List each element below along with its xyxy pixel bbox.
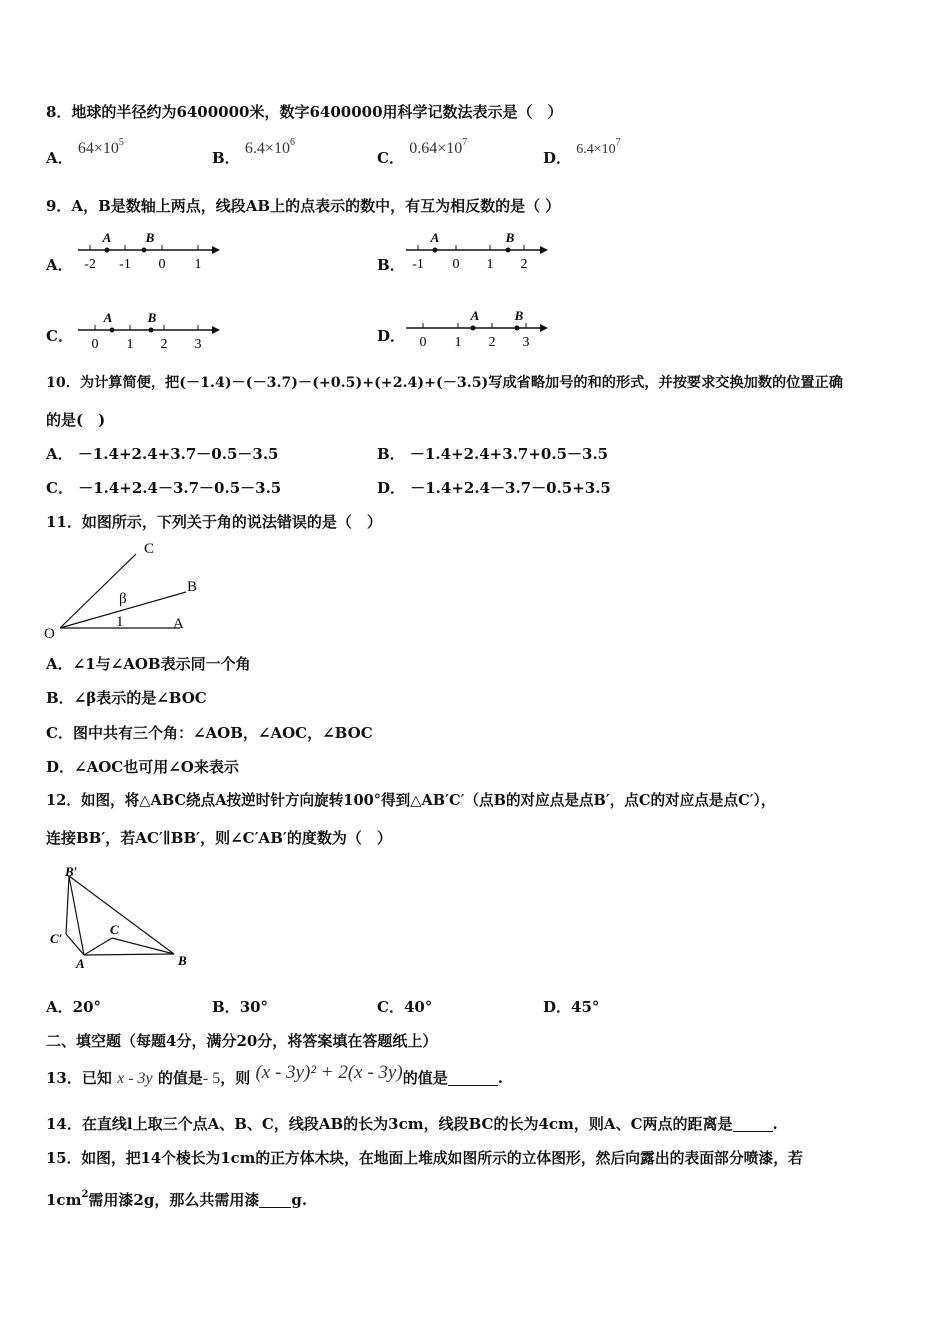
q12-option-d-label: D． (543, 998, 572, 1016)
q9b-point-a (433, 248, 438, 253)
q9c-tick-2: 2 (160, 337, 168, 350)
q8-option-b-exp: 6 (289, 137, 295, 148)
q10-option-a (46, 444, 279, 464)
q9a-tick-3: 1 (194, 257, 202, 272)
q11-option-d-text: ∠AOC也可用∠O来表示 (74, 758, 239, 776)
q12-option-b (212, 997, 268, 1017)
q9d-label-a: A (470, 308, 480, 323)
q12-option-a (46, 997, 101, 1017)
q14-text: 14．在直线l上取三个点A、B、C，线段AB的长为3cm，线段BC的长为4cm，则A、C两点的距离是 (46, 1115, 733, 1133)
q13-answer-blank[interactable] (448, 1069, 498, 1086)
q12-option-c (377, 997, 432, 1017)
q14-answer-blank[interactable] (733, 1115, 773, 1132)
q8-option-a (46, 137, 124, 169)
q9b-label-b: B (505, 230, 515, 245)
q11-option-a-label: A． (46, 655, 73, 673)
q8-option-c-label: C． (377, 149, 404, 167)
q9-option-b-label: B． (377, 256, 405, 274)
q9b-tick-0: -1 (412, 257, 424, 272)
q9a-label-b: B (145, 230, 155, 245)
q15-mid: 需用漆2g，那么共需用漆 (88, 1191, 260, 1209)
q10-option-b-text: －1.4+2.4+3.7+0.5－3.5 (409, 445, 609, 463)
q12-label-c: C (110, 922, 119, 937)
q10-option-d-text: －1.4+2.4－3.7－0.5+3.5 (410, 479, 611, 497)
q12-triangle-figure (44, 862, 204, 974)
q10-option-c (46, 478, 281, 498)
q10-option-a-text: －1.4+2.4+3.7－0.5－3.5 (77, 445, 279, 463)
q9c-label-b: B (147, 310, 157, 325)
q8-option-d-exp: 7 (615, 137, 621, 148)
q15-end: g. (291, 1191, 308, 1209)
q8-option-b-label: B． (212, 149, 240, 167)
q12-label-b: B (178, 953, 187, 968)
q10-option-b (377, 444, 608, 464)
q10-stem-line1: 10．为计算简便，把(－1.4)－(－3.7)－(+0.5)+(+2.4)+(－3.5)写成省略加号的和的形式，并按要求交换加数的位置正确 (46, 375, 843, 391)
q8-option-c-exp: 7 (462, 137, 468, 148)
q9b-label-a: A (430, 230, 440, 245)
q9a-point-b (142, 248, 147, 253)
q15-unit: 1cm (46, 1191, 82, 1209)
q9-numberline-b (402, 228, 554, 272)
q12-label-cprime: C′ (50, 931, 63, 946)
q9-numberline-d (402, 306, 554, 350)
q11-label-c: C (144, 541, 155, 557)
q9c-label-a: A (103, 310, 113, 325)
q15-unit-sup: 2 (81, 1189, 89, 1200)
q12-label-a: A (76, 956, 85, 971)
q13-end: . (497, 1069, 503, 1087)
q11-label-a: A (173, 616, 184, 632)
q9c-point-a (110, 328, 115, 333)
q11-option-d-label: D． (46, 758, 75, 776)
q9-numberline-a (74, 228, 224, 272)
q9a-label-a: A (102, 230, 112, 245)
q12-option-b-text: 30° (239, 998, 269, 1016)
q11-stem: 11．如图所示，下列关于角的说法错误的是（ ） (46, 513, 382, 531)
q10-option-a-label: A． (46, 445, 73, 463)
q11-option-c-text: 图中共有三个角：∠AOB，∠AOC，∠BOC (72, 724, 373, 742)
q9b-point-b (506, 248, 511, 253)
q10-option-c-text: －1.4+2.4－3.7－0.5－3.5 (78, 479, 282, 497)
q9c-tick-1: 1 (126, 337, 134, 350)
q12-option-c-label: C． (377, 998, 404, 1016)
q11-option-b (46, 688, 207, 708)
q12-option-d (543, 997, 599, 1017)
q14-end: . (772, 1115, 778, 1133)
q9-stem: 9．A，B是数轴上两点，线段AB上的点表示的数中，有互为相反数的是（ ） (46, 197, 561, 215)
q15-line2 (46, 1185, 307, 1210)
q11-label-beta: β (119, 591, 127, 607)
q9a-tick-2: 0 (158, 257, 166, 272)
q12-option-b-label: B． (212, 998, 240, 1016)
q13-suffix: 的值是 (402, 1069, 448, 1087)
q12-stem-line1: 12．如图，将△ABC绕点A按逆时针方向旋转100°得到△AB′C′（点B的对应点是点B′，点C的对应点是点C′）， (46, 792, 776, 809)
q10-option-b-label: B． (377, 445, 405, 463)
q13-mid2: ，则 (220, 1069, 251, 1087)
q9b-tick-1: 0 (452, 257, 460, 272)
q12-option-d-text: 45° (571, 998, 600, 1016)
q9c-point-b (149, 328, 154, 333)
q11-option-b-label: B． (46, 689, 74, 707)
q11-label-o: O (44, 626, 55, 642)
q9a-point-a (105, 248, 110, 253)
q12-option-a-text: 20° (72, 998, 102, 1016)
q9-option-d-label: D． (377, 327, 406, 345)
q9b-tick-3: 2 (520, 257, 528, 272)
q8-option-c (377, 137, 468, 169)
q8-option-c-math: 0.64×10 (409, 140, 463, 157)
q9d-tick-3: 3 (522, 335, 530, 350)
q8-option-b-math: 6.4×10 (244, 140, 290, 157)
q10-option-c-label: C． (46, 479, 73, 497)
q10-option-d-label: D． (377, 479, 406, 497)
q11-option-c-label: C． (46, 724, 73, 742)
q9c-tick-0: 0 (91, 337, 99, 350)
q10-option-d (377, 478, 611, 498)
q9a-tick-1: -1 (119, 257, 131, 272)
q8-option-a-label: A． (46, 149, 73, 167)
q8-option-d (543, 137, 621, 170)
q9d-point-a (471, 326, 476, 331)
q8-option-d-math: 6.4×10 (576, 142, 616, 157)
q9b-tick-2: 1 (486, 257, 494, 272)
q9d-tick-1: 1 (454, 335, 462, 350)
q11-angle-figure (40, 538, 210, 642)
q9d-tick-0: 0 (419, 335, 427, 350)
q8-option-a-exp: 5 (118, 137, 124, 148)
q8-option-a-math: 64×10 (77, 140, 119, 157)
q13-expr2: (x - 3y)² + 2(x - 3y) (255, 1062, 403, 1083)
q8-option-d-label: D． (543, 149, 572, 167)
q9d-point-b (515, 326, 520, 331)
q12-label-bprime: B′ (65, 864, 78, 879)
q13-mid: 的值是 (157, 1069, 203, 1087)
q11-option-d (46, 757, 239, 777)
q15-line1: 15．如图，把14个棱长为1cm的正方体木块，在地面上堆成如图所示的立体图形，然后向露出的表面部分喷漆，若 (46, 1150, 803, 1167)
q9-option-c-label: C． (46, 327, 73, 345)
q9-numberline-c (74, 306, 224, 350)
q11-label-b: B (187, 579, 198, 595)
q10-stem-line2: 的是( ) (46, 411, 106, 429)
q11-option-a (46, 654, 251, 674)
q8-option-b (212, 137, 295, 169)
q11-option-c (46, 723, 373, 743)
q9c-tick-3: 3 (194, 337, 202, 350)
q11-option-a-text: ∠1与∠AOB表示同一个角 (72, 655, 251, 673)
q13-prefix: 13．已知 (46, 1069, 112, 1087)
q14-line (46, 1114, 778, 1134)
q8-stem: 8．地球的半径约为6400000米，数字6400000用科学记数法表示是（ ） (46, 103, 563, 121)
q9-option-a-label: A． (46, 256, 73, 274)
q9a-tick-0: -2 (84, 257, 96, 272)
q11-label-one: 1 (116, 614, 124, 630)
q12-stem-line2: 连接BB′，若AC′∥BB′，则∠C′AB′的度数为（ ） (46, 829, 392, 847)
q12-option-a-label: A． (46, 998, 73, 1016)
q12-option-c-text: 40° (403, 998, 433, 1016)
q13-line (46, 1062, 503, 1089)
q13-expr1: x - 3y (117, 1070, 153, 1087)
q9d-tick-2: 2 (488, 335, 496, 350)
q13-value: - 5 (202, 1070, 221, 1087)
q15-answer-blank[interactable] (259, 1191, 291, 1208)
q11-option-b-text: ∠β表示的是∠BOC (73, 689, 207, 707)
q9d-label-b: B (514, 308, 524, 323)
section-fill-in-heading: 二、填空题（每题4分，满分20分，将答案填在答题纸上） (46, 1032, 438, 1050)
